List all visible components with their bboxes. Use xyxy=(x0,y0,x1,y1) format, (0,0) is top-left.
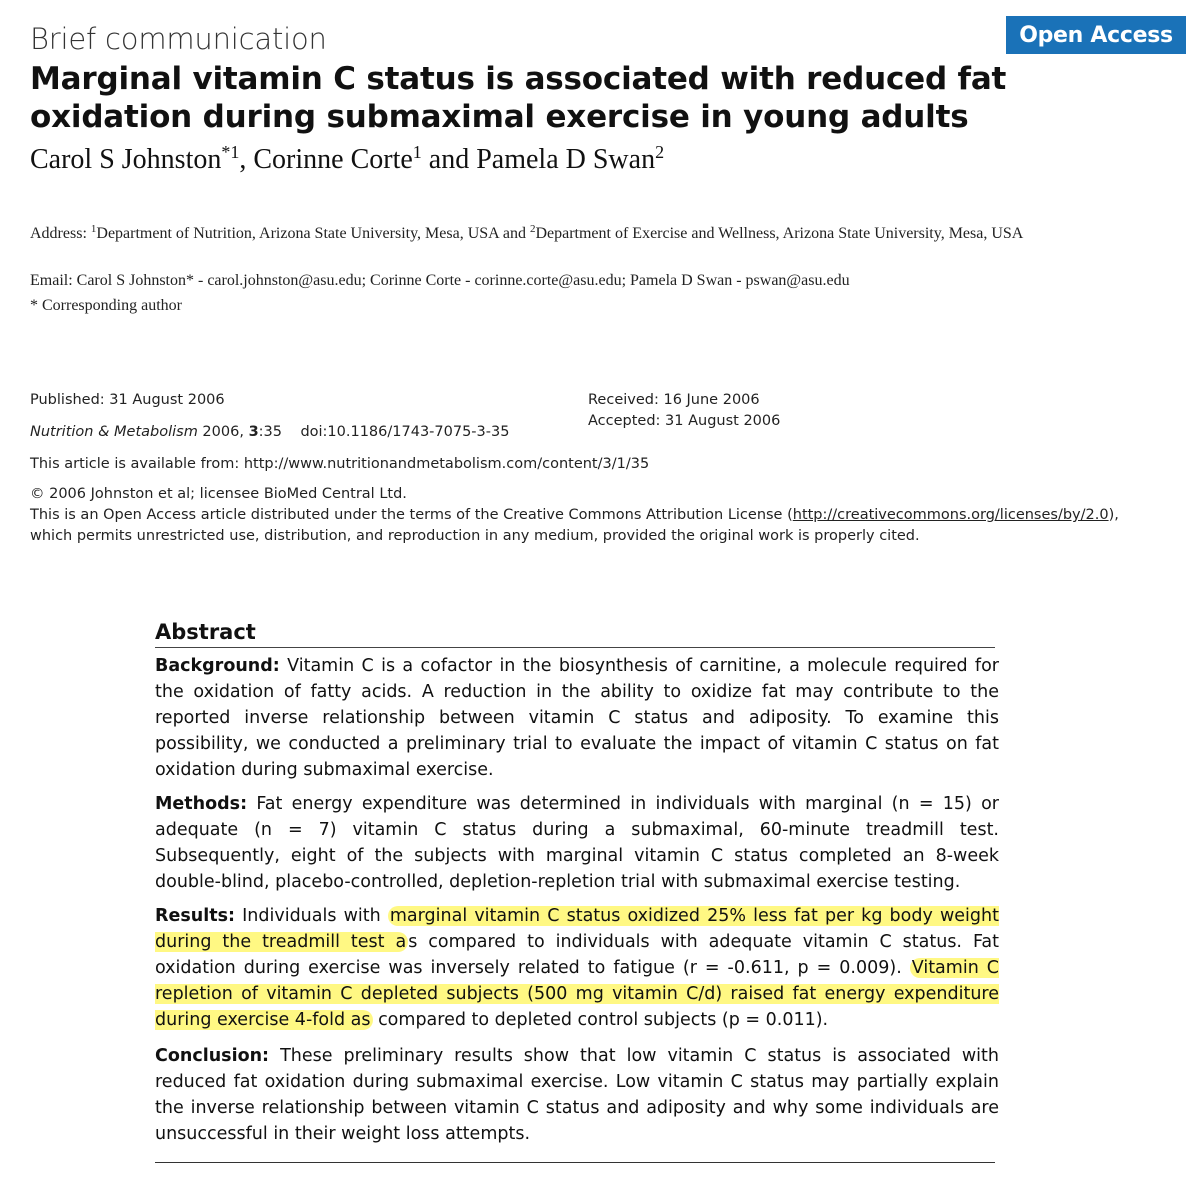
citation-pages: :35 xyxy=(258,424,282,440)
section-text: Individuals with xyxy=(235,906,388,926)
bottom-divider xyxy=(155,1162,995,1163)
author-name: Carol S Johnston xyxy=(30,144,222,175)
affiliation-text: Department of Exercise and Wellness, Arizona State University, Mesa, USA xyxy=(535,225,1024,242)
corresponding-author-note: * Corresponding author xyxy=(30,297,182,314)
abstract-methods xyxy=(155,791,999,895)
highlighted-text: marginal vitamin C status oxidized 25% less fat per kg body weight during the treadmill test a xyxy=(155,906,999,952)
open-access-badge: Open Access xyxy=(1006,16,1186,54)
license-text-part: This is an Open Access article distributed under the terms of the Creative Commons Attribution License ( xyxy=(30,507,793,523)
author-affiliation-mark: *1 xyxy=(221,142,240,162)
license-link[interactable]: http://creativecommons.org/licenses/by/2.0 xyxy=(792,507,1109,523)
section-text: Vitamin C is a cofactor in the biosynthesis of carnitine, a molecule required for the oxidation of fatty acids. A reduction in the ability to oxidize fat may contribute to the reported inverse relationship between vitamin C status and adiposity. To examine this possibility, we conducted a preliminary trial to evaluate the impact of vitamin C status on fat oxidation during submaximal exercise. xyxy=(155,656,999,780)
received-date: Received: 16 June 2006 xyxy=(588,392,760,408)
section-label: Conclusion: xyxy=(155,1046,270,1066)
citation xyxy=(30,422,509,442)
abstract-heading: Abstract xyxy=(155,620,256,644)
affiliation-mark: 2 xyxy=(529,223,536,235)
section-text: Fat energy expenditure was determined in individuals with marginal (n = 15) or adequate (n = 7) vitamin C status during a submaximal, 60-minute treadmill test. Subsequently, eight of the subjects with marginal vitamin C status completed an 8-week double-blind, placebo-controlled, depletion-repletion trial with submaximal exercise testing. xyxy=(155,794,999,892)
affiliation-mark: 1 xyxy=(90,223,97,235)
license-text-part: ), xyxy=(1108,507,1119,523)
author-separator: and xyxy=(421,144,477,175)
highlighted-text: Vitamin C repletion of vitamin C depleted subjects (500 mg vitamin C/d) raised fat energy expenditure during exercise 4-fold as xyxy=(155,958,999,1030)
author-affiliation-mark: 2 xyxy=(655,142,665,162)
address-label: Address: xyxy=(30,225,91,242)
section-text: s compared to individuals with adequate vitamin C status. Fat oxidation during exercise was inversely related to fatigue (r = -0.611, p = 0.009). xyxy=(155,932,999,978)
section-label: Results: xyxy=(155,906,235,926)
section-label: Background: xyxy=(155,656,280,676)
article-title: Marginal vitamin C status is associated with reduced fat oxidation during submaximal exercise in young adults xyxy=(30,61,1007,135)
abstract-results xyxy=(155,903,999,1033)
author-affiliation-mark: 1 xyxy=(412,142,422,162)
license-text: which permits unrestricted use, distribution, and reproduction in any medium, provided the original work is properly cited. xyxy=(30,528,920,544)
copyright: © 2006 Johnston et al; licensee BioMed Central Ltd. xyxy=(30,486,407,502)
affiliation-address xyxy=(30,218,1170,245)
author-name: Pamela D Swan xyxy=(476,144,656,175)
section-label: Methods: xyxy=(155,794,248,814)
affiliation-text: Department of Nutrition, Arizona State University, Mesa, USA and xyxy=(96,225,530,242)
published-date: Published: 31 August 2006 xyxy=(30,392,225,408)
author-list xyxy=(30,142,664,176)
abstract-conclusion xyxy=(155,1043,999,1147)
citation-volume: 3 xyxy=(248,424,259,440)
section-text: compared to depleted control subjects (p = 0.011). xyxy=(372,1010,829,1030)
section-text: These preliminary results show that low vitamin C status is associated with reduced fat oxidation during submaximal exercise. Low vitamin C status may partially explain the inverse relationship between vitamin C status and adiposity and why some individuals are unsuccessful in their weight loss attempts. xyxy=(155,1046,999,1144)
accepted-date: Accepted: 31 August 2006 xyxy=(588,413,781,429)
email-line: Email: Carol S Johnston* - carol.johnston@asu.edu; Corinne Corte - corinne.corte@asu.edu; Pamela D Swan - pswan@asu.edu xyxy=(30,272,850,289)
doi: doi:10.1186/1743-7075-3-35 xyxy=(300,424,510,440)
abstract-background xyxy=(155,653,999,783)
author-name: Corinne Corte xyxy=(253,144,413,175)
journal-name: Nutrition & Metabolism xyxy=(30,424,198,440)
article-type: Brief communication xyxy=(30,22,327,56)
author-separator: , xyxy=(239,144,254,175)
license-text xyxy=(30,505,1180,525)
citation-year: 2006, xyxy=(197,424,249,440)
article-url: This article is available from: http://www.nutritionandmetabolism.com/content/3/1/35 xyxy=(30,456,650,472)
abstract-divider xyxy=(155,647,995,648)
